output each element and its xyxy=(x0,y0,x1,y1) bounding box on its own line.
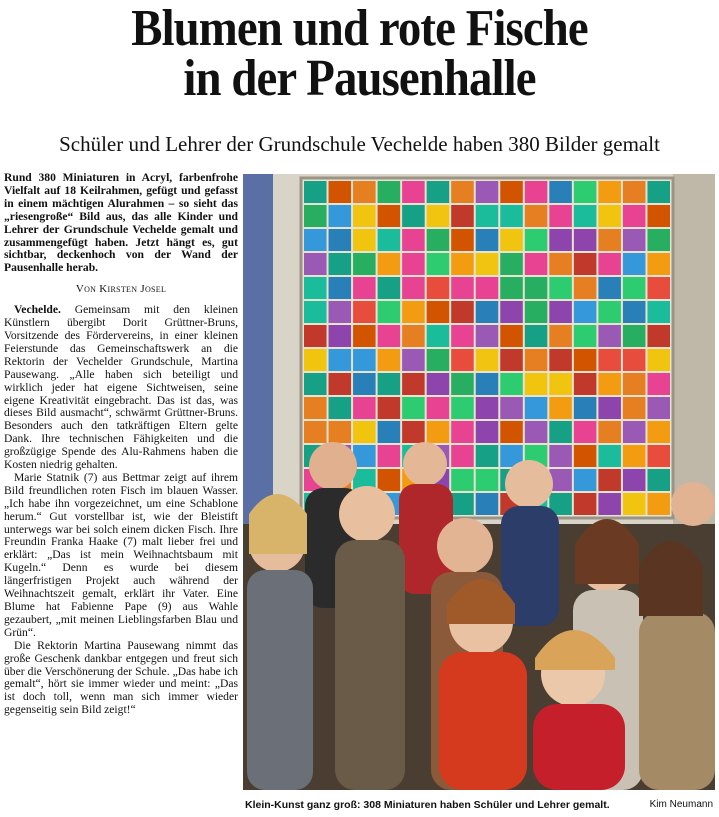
painting-tile xyxy=(304,421,327,443)
painting-tile xyxy=(476,421,499,443)
painting-tile xyxy=(623,301,646,323)
painting-tile xyxy=(598,277,621,299)
painting-tile xyxy=(500,373,523,395)
photo-caption: Klein-Kunst ganz groß: 308 Miniaturen haben Schüler und Lehrer gemalt. xyxy=(245,799,610,811)
painting-tile xyxy=(402,229,425,251)
painting-tile xyxy=(549,373,572,395)
painting-tile xyxy=(378,373,401,395)
painting-tile xyxy=(304,205,327,227)
painting-tile xyxy=(574,253,597,275)
painting-tile xyxy=(427,349,450,371)
painting-tile xyxy=(402,277,425,299)
painting-tile xyxy=(427,229,450,251)
painting-tile xyxy=(427,277,450,299)
painting-tile xyxy=(525,205,548,227)
painting-tile xyxy=(647,277,670,299)
painting-tile xyxy=(574,445,597,467)
painting-tile xyxy=(549,301,572,323)
painting-tile xyxy=(623,205,646,227)
painting-tile xyxy=(304,325,327,347)
painting-tile xyxy=(476,469,499,491)
body-paragraph-3: Die Rektorin Martina Pausewang nimmt das große Geschenk dankbar entgegen und freut sich über die Verschönerung der Schule. „Das habe ich gemalt“, hört sie immer wieder und meint: „Das ist doch toll, wenn man sich immer wieder gegenseitig sein Bild zeigt!“ xyxy=(4,638,238,717)
painting-tile xyxy=(402,325,425,347)
painting-tile xyxy=(598,421,621,443)
painting-tile xyxy=(451,277,474,299)
painting-tile xyxy=(525,397,548,419)
painting-tile xyxy=(402,373,425,395)
painting-tile xyxy=(353,205,376,227)
painting-tile xyxy=(647,349,670,371)
painting-tile xyxy=(525,301,548,323)
painting-tile xyxy=(378,181,401,203)
article-body xyxy=(4,304,238,717)
painting-tile xyxy=(329,277,352,299)
painting-tile xyxy=(500,277,523,299)
painting-tile xyxy=(647,397,670,419)
article-photo xyxy=(243,174,715,790)
painting-tile xyxy=(623,229,646,251)
painting-tile xyxy=(500,421,523,443)
painting-tile xyxy=(647,373,670,395)
painting-tile xyxy=(647,421,670,443)
painting-tile xyxy=(304,181,327,203)
painting-tile xyxy=(304,301,327,323)
painting-tile xyxy=(329,325,352,347)
painting-tile xyxy=(598,445,621,467)
lead-paragraph: Rund 380 Miniaturen in Acryl, farbenfrohe Vielfalt auf 18 Keilrahmen, gefügt und gefasst in einem mächtigen Alurahmen – so sieht das „riesengroße“ Bild aus, das alle Kinder und Lehrer der Grundschule Vechelde gemalt und zusammengefügt haben. Jetzt hängt es, gut sichtbar, deckenhoch von der Wand der Pausenhalle herab. xyxy=(4,171,238,275)
painting-tile xyxy=(549,421,572,443)
painting-tile xyxy=(549,277,572,299)
painting-tile xyxy=(500,301,523,323)
painting-tile xyxy=(304,349,327,371)
byline: Von Kirsten Josel xyxy=(75,283,167,296)
painting-tile xyxy=(549,445,572,467)
painting-tile xyxy=(623,277,646,299)
painting-tile xyxy=(500,349,523,371)
painting-tile xyxy=(304,253,327,275)
painting-tile xyxy=(427,253,450,275)
painting-tile xyxy=(451,253,474,275)
painting-tile xyxy=(500,253,523,275)
painting-tile xyxy=(378,469,401,491)
painting-tile xyxy=(574,229,597,251)
painting-tile xyxy=(525,253,548,275)
painting-tile xyxy=(623,397,646,419)
painting-tile xyxy=(329,373,352,395)
painting-tile xyxy=(647,229,670,251)
painting-tile xyxy=(623,445,646,467)
painting-tile xyxy=(598,469,621,491)
photo-credit: Kim Neumann xyxy=(649,799,713,810)
painting-tile xyxy=(525,349,548,371)
painting-tile xyxy=(378,277,401,299)
painting-tile xyxy=(598,349,621,371)
painting-tile xyxy=(500,181,523,203)
painting-tile xyxy=(329,181,352,203)
painting-tile xyxy=(574,181,597,203)
painting-tile xyxy=(402,397,425,419)
painting-tile xyxy=(525,421,548,443)
painting-tile xyxy=(598,373,621,395)
painting-tile xyxy=(574,301,597,323)
painting-tile xyxy=(549,229,572,251)
body-paragraph-1 xyxy=(4,304,238,472)
painting-tile xyxy=(451,325,474,347)
painting-tile xyxy=(378,421,401,443)
painting-tile xyxy=(476,445,499,467)
painting-tile xyxy=(623,421,646,443)
painting-tile xyxy=(647,469,670,491)
painting-tile xyxy=(329,205,352,227)
painting-tile xyxy=(353,397,376,419)
painting-tile xyxy=(476,181,499,203)
painting-tile xyxy=(427,181,450,203)
painting-tile xyxy=(353,229,376,251)
painting-tile xyxy=(574,373,597,395)
painting-tile xyxy=(353,349,376,371)
painting-tile xyxy=(549,349,572,371)
painting-tile xyxy=(427,397,450,419)
painting-tile xyxy=(598,205,621,227)
body-paragraph-2: Marie Statnik (7) aus Bettmar zeigt auf ihrem Bild freundlichen roten Fisch im blauen Wasser. „Ich habe ihn vorgezeichnet, um eine Schablone herum.“ Gut vorstellbar ist, wie der Bleistift unterwegs war bei solch einem dicken Fisch. Ihre Freundin Franka Haake (7) malt lieber frei und erklärt: „Das ist mein Weihnachtsbaum mit Kugeln.“ Denn es wurde bei diesem längerfristigen Projekt auch während der Weihnachtszeit gemalt, erklärt ihr Vater. Eine Blume hat Fabienne Pape (9) aus Wahle gezaubert, „mit meinen Lieblingsfarben Blau und Grün“. xyxy=(4,470,238,639)
headline-line-1: Blumen und rote Fische xyxy=(131,0,588,57)
painting-tile xyxy=(304,229,327,251)
painting-tile xyxy=(451,493,474,515)
painting-tile xyxy=(574,493,597,515)
painting-tile xyxy=(598,397,621,419)
painting-tile xyxy=(329,229,352,251)
painting-tile xyxy=(402,421,425,443)
body-paragraph-1-text: Gemeinsam mit den kleinen Künstlern übergibt Dorit Grüttner-Bruns, Vorsitzende des Fördervereins, in einer kleinen Feierstunde das Gemeinschaftswerk an die Rektorin der Vechelder Grundschule, Martina Pausewang. „Alle haben sich beteiligt und wirklich jeder hat eigene Sichtweisen, seine eigene Kreativität eingebracht. Das ist das, was dieses Bild ausmacht“, schwärmt Grüttner-Bruns. Besonders auch den tatkräftigen Eltern gelte Dank. Ihre technischen Fähigkeiten und die großzügige Spende des Alu-Rahmens haben die Kosten niedrig gehalten. xyxy=(4,303,238,472)
painting-tile xyxy=(623,349,646,371)
painting-tile xyxy=(647,205,670,227)
painting-tile xyxy=(476,277,499,299)
painting-tile xyxy=(402,253,425,275)
painting-tile xyxy=(598,229,621,251)
painting-tile xyxy=(476,349,499,371)
painting-tile xyxy=(574,277,597,299)
painting-tile xyxy=(353,301,376,323)
painting-tile xyxy=(598,493,621,515)
headline-line-2: in der Pausenhalle xyxy=(183,50,536,107)
painting-tile xyxy=(525,325,548,347)
painting-tile xyxy=(451,229,474,251)
painting-tile xyxy=(623,493,646,515)
article-column xyxy=(4,172,238,717)
painting-tile xyxy=(378,205,401,227)
painting-tile xyxy=(451,445,474,467)
painting-tile xyxy=(353,253,376,275)
painting-tile xyxy=(647,253,670,275)
headline xyxy=(36,0,683,107)
painting-tile xyxy=(378,445,401,467)
painting-tile xyxy=(623,373,646,395)
painting-tile xyxy=(304,277,327,299)
painting-tile xyxy=(549,325,572,347)
painting-tile xyxy=(598,253,621,275)
painting-tile xyxy=(574,325,597,347)
painting-tile xyxy=(353,373,376,395)
painting-tile xyxy=(476,253,499,275)
painting-tile xyxy=(500,229,523,251)
painting-tile xyxy=(476,229,499,251)
painting-tile xyxy=(647,445,670,467)
painting-tile xyxy=(623,469,646,491)
painting-tile xyxy=(647,325,670,347)
painting-tile xyxy=(451,373,474,395)
painting-tile xyxy=(353,277,376,299)
painting-tile xyxy=(549,253,572,275)
painting-tile xyxy=(378,397,401,419)
painting-tile xyxy=(476,301,499,323)
painting-tile xyxy=(476,325,499,347)
painting-tile xyxy=(574,349,597,371)
painting-tile xyxy=(451,349,474,371)
painting-tile xyxy=(378,325,401,347)
painting-tile xyxy=(549,397,572,419)
painting-tile xyxy=(598,301,621,323)
painting-tile xyxy=(378,229,401,251)
painting-tile xyxy=(353,421,376,443)
painting-tile xyxy=(427,325,450,347)
painting-tile xyxy=(451,301,474,323)
painting-tile xyxy=(549,469,572,491)
painting-tile xyxy=(329,349,352,371)
painting-tile xyxy=(500,325,523,347)
painting-tile xyxy=(574,421,597,443)
painting-tile xyxy=(598,325,621,347)
painting-tile xyxy=(402,349,425,371)
painting-tile xyxy=(304,397,327,419)
painting-tile xyxy=(353,325,376,347)
painting-tile xyxy=(304,373,327,395)
painting-tile xyxy=(598,181,621,203)
painting-tile xyxy=(329,253,352,275)
painting-tile xyxy=(525,229,548,251)
painting-tile xyxy=(378,253,401,275)
painting-tile xyxy=(378,349,401,371)
painting-tile xyxy=(451,469,474,491)
painting-tile xyxy=(353,181,376,203)
painting-tile xyxy=(500,397,523,419)
painting-tile xyxy=(476,493,499,515)
painting-tile xyxy=(427,205,450,227)
painting-tile xyxy=(476,373,499,395)
painting-tile xyxy=(476,397,499,419)
painting-tile xyxy=(402,205,425,227)
painting-tile xyxy=(549,181,572,203)
painting-tile xyxy=(647,493,670,515)
photo-illustration xyxy=(243,174,715,790)
painting-tile xyxy=(451,181,474,203)
painting-tile xyxy=(574,205,597,227)
painting-tile xyxy=(451,205,474,227)
painting-tile xyxy=(623,325,646,347)
painting-tile xyxy=(574,397,597,419)
painting-tile xyxy=(549,205,572,227)
painting-tile xyxy=(647,301,670,323)
painting-tile xyxy=(451,421,474,443)
painting-tile xyxy=(402,181,425,203)
subheadline: Schüler und Lehrer der Grundschule Vechelde haben 380 Bilder gemalt xyxy=(59,132,660,156)
painting-tile xyxy=(427,421,450,443)
dateline: Vechelde. xyxy=(14,303,61,317)
painting-tile xyxy=(476,205,499,227)
painting-tile xyxy=(525,181,548,203)
painting-tile xyxy=(329,397,352,419)
painting-tile xyxy=(329,421,352,443)
painting-tile xyxy=(647,181,670,203)
painting-tile xyxy=(500,205,523,227)
painting-tile xyxy=(623,181,646,203)
painting-tile xyxy=(427,301,450,323)
painting-tile xyxy=(574,469,597,491)
painting-tile xyxy=(451,397,474,419)
painting-tile xyxy=(525,277,548,299)
painting-tile xyxy=(329,301,352,323)
painting-tile xyxy=(623,253,646,275)
painting-tile xyxy=(378,301,401,323)
painting-tile xyxy=(427,373,450,395)
painting-tile xyxy=(402,301,425,323)
painting-tile xyxy=(525,373,548,395)
